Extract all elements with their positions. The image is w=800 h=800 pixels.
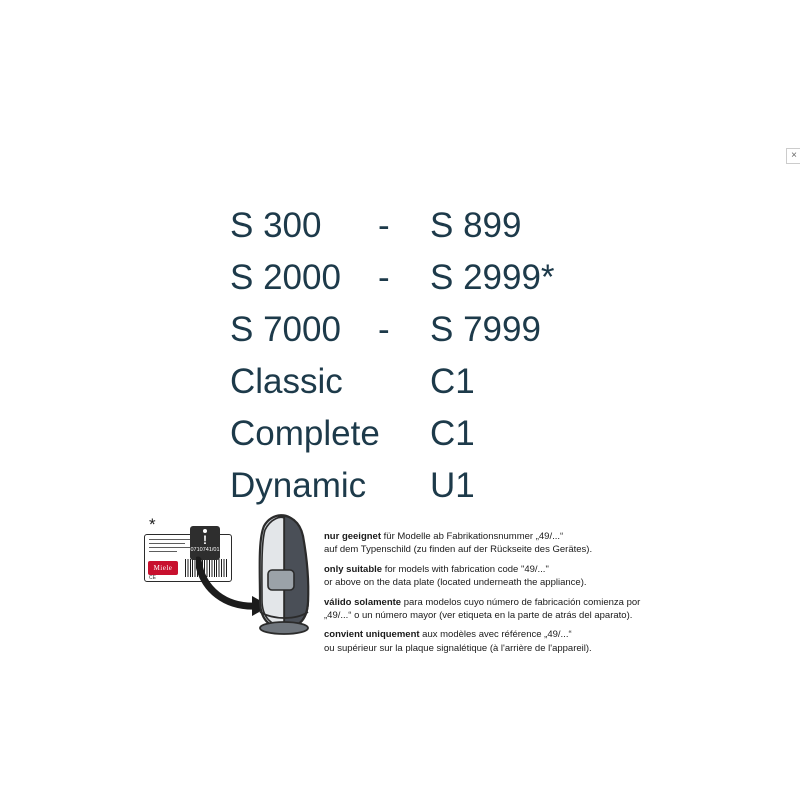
footnote-es [324, 596, 664, 623]
table-row [230, 362, 650, 414]
footnote-de-rest: für Modelle ab Fabrikationsnummer „49/...“ [381, 531, 564, 542]
footnote-en-lead: only suitable [324, 563, 383, 575]
footnote-block [324, 530, 664, 660]
footnote-en-rest: for models with fabrication code "49/..." [382, 563, 549, 575]
footnote-de-line2: auf dem Typenschild (zu finden auf der Rückseite des Gerätes). [324, 544, 593, 556]
warning-tag [190, 526, 220, 560]
table-row [230, 206, 650, 258]
product-info-card [122, 178, 678, 660]
model-to: S 7999 [430, 310, 541, 349]
footnote-es-rest: para modelos cuyo número de fabricación comienza por [401, 596, 641, 608]
model-from: Classic [230, 362, 343, 401]
footnote-fr [324, 628, 664, 655]
table-row [230, 258, 650, 310]
ce-mark: CE [149, 575, 156, 581]
model-dash: - [378, 258, 390, 297]
brand-logo: Miele [148, 561, 178, 575]
model-to: S 899 [430, 206, 522, 245]
model-from: S 300 [230, 206, 322, 245]
model-compatibility-list [230, 206, 650, 518]
footnote-de [324, 530, 664, 557]
model-from: Complete [230, 414, 380, 453]
tag-code: 0710741/01 [190, 547, 220, 553]
model-dash: - [378, 310, 390, 349]
vacuum-cleaner-illustration [234, 508, 326, 636]
footnote-es-lead: válido solamente [324, 596, 402, 608]
table-row [230, 414, 650, 466]
footnote-fr-rest: aux modèles avec référence „49/...“ [419, 629, 572, 641]
warning-icon: ! [203, 533, 207, 547]
model-to: C1 [430, 362, 475, 401]
table-row [230, 310, 650, 362]
footnote-es-line2: „49/...“ o un número mayor (ver etiqueta en la parte de atrás del aparato). [324, 610, 633, 622]
model-from: S 7000 [230, 310, 341, 349]
close-icon[interactable]: × [786, 148, 800, 164]
footnote-fr-line2: ou supérieur sur la plaque signalétique (à l'arrière de l'appareil). [324, 642, 592, 654]
model-to: S 2999* [430, 258, 555, 297]
footnote-de-lead: nur geeignet [324, 531, 382, 542]
model-to: C1 [430, 414, 475, 453]
asterisk-marker: * [149, 515, 156, 534]
model-from: Dynamic [230, 466, 367, 505]
model-to: U1 [430, 466, 475, 505]
footnote-en-line2: or above on the data plate (located underneath the appliance). [324, 577, 587, 589]
model-from: S 2000 [230, 258, 341, 297]
footnote-en [324, 563, 664, 590]
footnote-fr-lead: convient uniquement [324, 629, 420, 641]
model-dash: - [378, 206, 390, 245]
